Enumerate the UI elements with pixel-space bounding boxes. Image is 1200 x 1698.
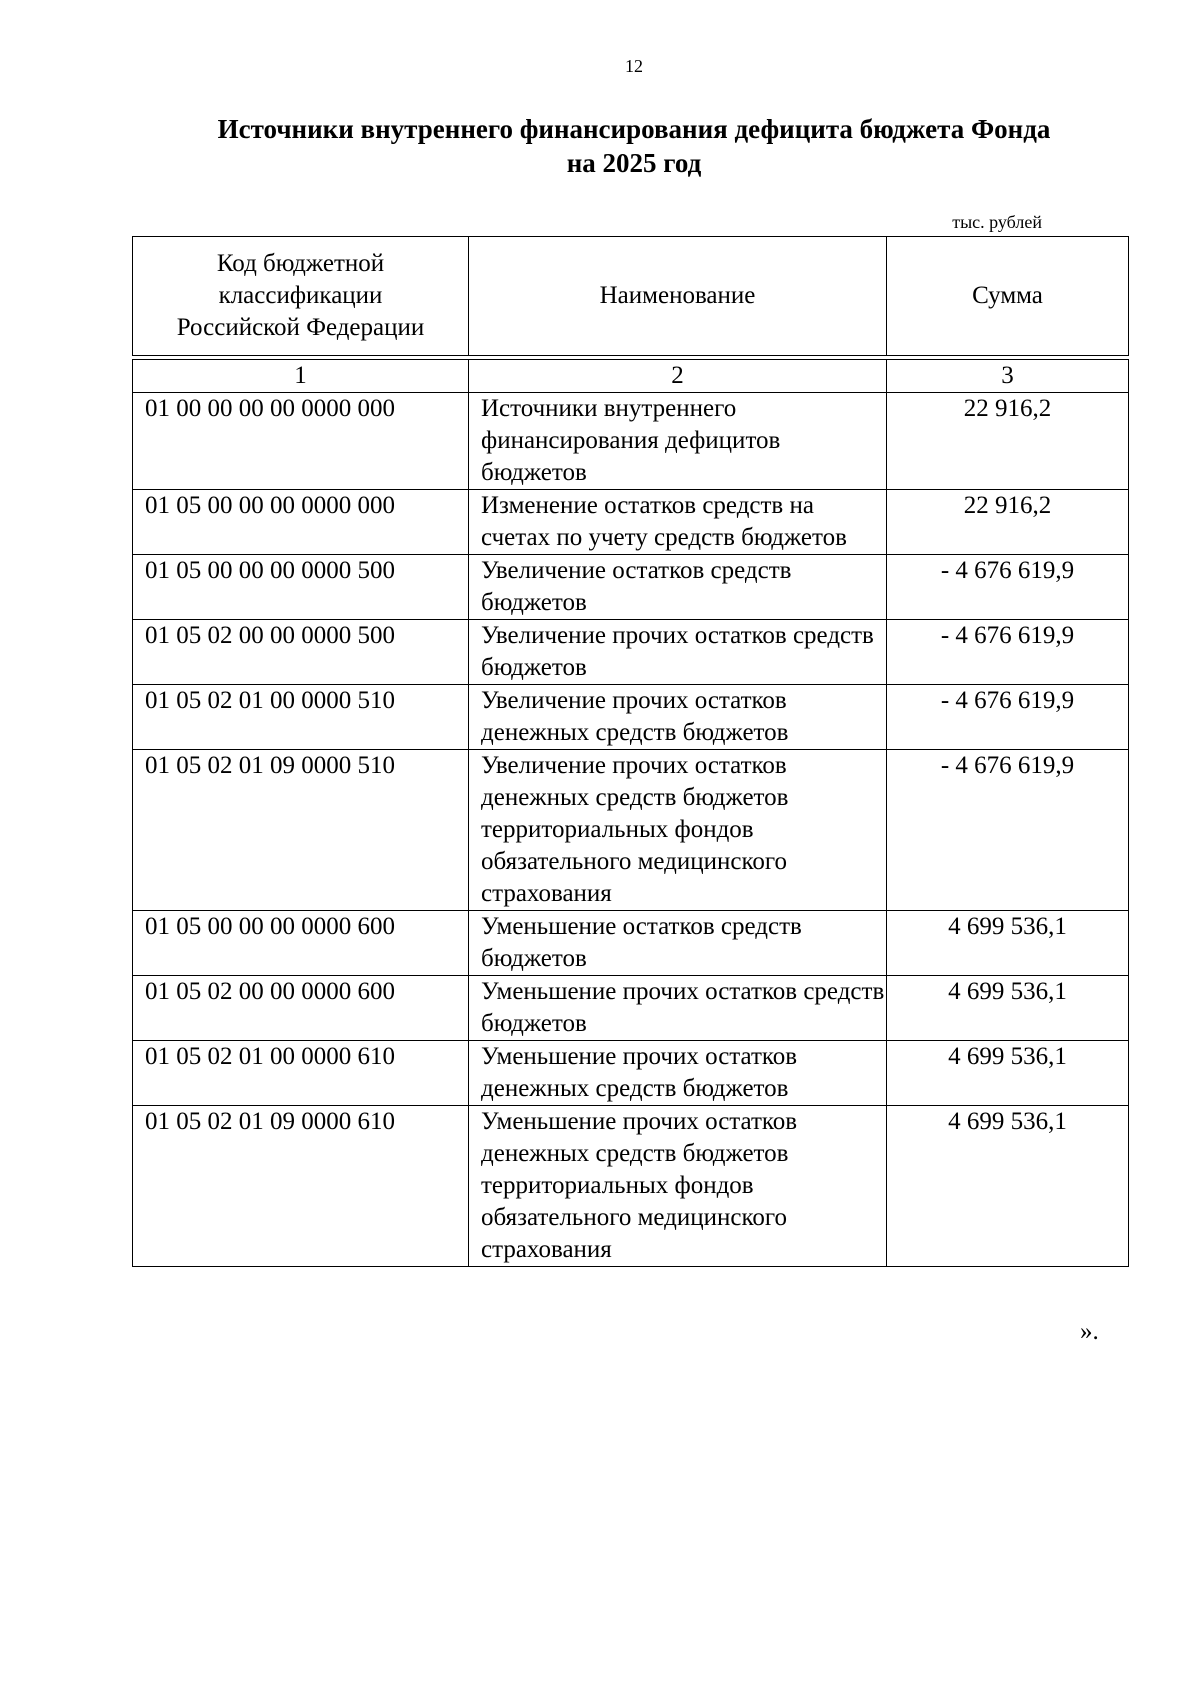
table-row <box>133 490 1129 555</box>
table-row <box>133 750 1129 911</box>
column-number-row <box>133 360 1129 393</box>
row-sum: 4 699 536,1 <box>887 1041 1129 1106</box>
row-sum: 22 916,2 <box>887 393 1129 490</box>
row-sum: - 4 676 619,9 <box>887 750 1129 911</box>
row-code: 01 05 02 01 00 0000 510 <box>133 685 469 750</box>
header-code <box>133 237 469 356</box>
column-number: 3 <box>887 360 1129 393</box>
table-row <box>133 685 1129 750</box>
column-number: 1 <box>133 360 469 393</box>
table-header <box>132 236 1129 356</box>
page-number: 12 <box>625 56 643 76</box>
row-code: 01 05 02 00 00 0000 600 <box>133 976 469 1041</box>
table-body <box>133 360 1129 1267</box>
units-label: тыс. рублей <box>952 212 1042 232</box>
table-row <box>133 393 1129 490</box>
row-code: 01 05 02 01 00 0000 610 <box>133 1041 469 1106</box>
row-sum: 22 916,2 <box>887 490 1129 555</box>
row-code: 01 00 00 00 00 0000 000 <box>133 393 469 490</box>
row-name: Увеличение прочих остатков денежных средств бюджетов территориальных фондов обязательного медицинского страхования <box>469 750 887 911</box>
header-name: Наименование <box>469 237 887 356</box>
title-line-1: Источники внутреннего финансирования дефицита бюджета Фонда <box>217 114 1051 144</box>
sources-table <box>132 359 1129 1267</box>
row-name: Увеличение прочих остатков средств бюджетов <box>469 620 887 685</box>
header-code-text: Код бюджетной классификации Российской Федерации <box>176 250 425 341</box>
row-name: Увеличение прочих остатков денежных средств бюджетов <box>469 685 887 750</box>
row-code: 01 05 02 00 00 0000 500 <box>133 620 469 685</box>
table-row <box>133 620 1129 685</box>
header-row <box>133 237 1129 356</box>
row-sum: - 4 676 619,9 <box>887 620 1129 685</box>
row-name: Увеличение остатков средств бюджетов <box>469 555 887 620</box>
closing-quote-mark: ». <box>1080 1318 1099 1345</box>
title-line-2: на 2025 год <box>566 148 702 178</box>
row-code: 01 05 00 00 00 0000 600 <box>133 911 469 976</box>
table-row <box>133 555 1129 620</box>
row-code: 01 05 02 01 09 0000 510 <box>133 750 469 911</box>
row-name: Уменьшение прочих остатков денежных средств бюджетов <box>469 1041 887 1106</box>
document-title <box>0 112 1200 180</box>
table-row <box>133 976 1129 1041</box>
row-name: Уменьшение прочих остатков средств бюджетов <box>469 976 887 1041</box>
row-sum: - 4 676 619,9 <box>887 685 1129 750</box>
table-row <box>133 1041 1129 1106</box>
row-sum: 4 699 536,1 <box>887 1106 1129 1267</box>
row-name: Уменьшение прочих остатков денежных средств бюджетов территориальных фондов обязательного медицинского страхования <box>469 1106 887 1267</box>
table-row <box>133 911 1129 976</box>
row-name: Источники внутреннего финансирования дефицитов бюджетов <box>469 393 887 490</box>
header-sum: Сумма <box>887 237 1129 356</box>
table-row <box>133 1106 1129 1267</box>
row-name: Изменение остатков средств на счетах по учету средств бюджетов <box>469 490 887 555</box>
row-code: 01 05 00 00 00 0000 000 <box>133 490 469 555</box>
row-sum: 4 699 536,1 <box>887 976 1129 1041</box>
row-code: 01 05 00 00 00 0000 500 <box>133 555 469 620</box>
row-code: 01 05 02 01 09 0000 610 <box>133 1106 469 1267</box>
row-sum: - 4 676 619,9 <box>887 555 1129 620</box>
row-sum: 4 699 536,1 <box>887 911 1129 976</box>
row-name: Уменьшение остатков средств бюджетов <box>469 911 887 976</box>
column-number: 2 <box>469 360 887 393</box>
